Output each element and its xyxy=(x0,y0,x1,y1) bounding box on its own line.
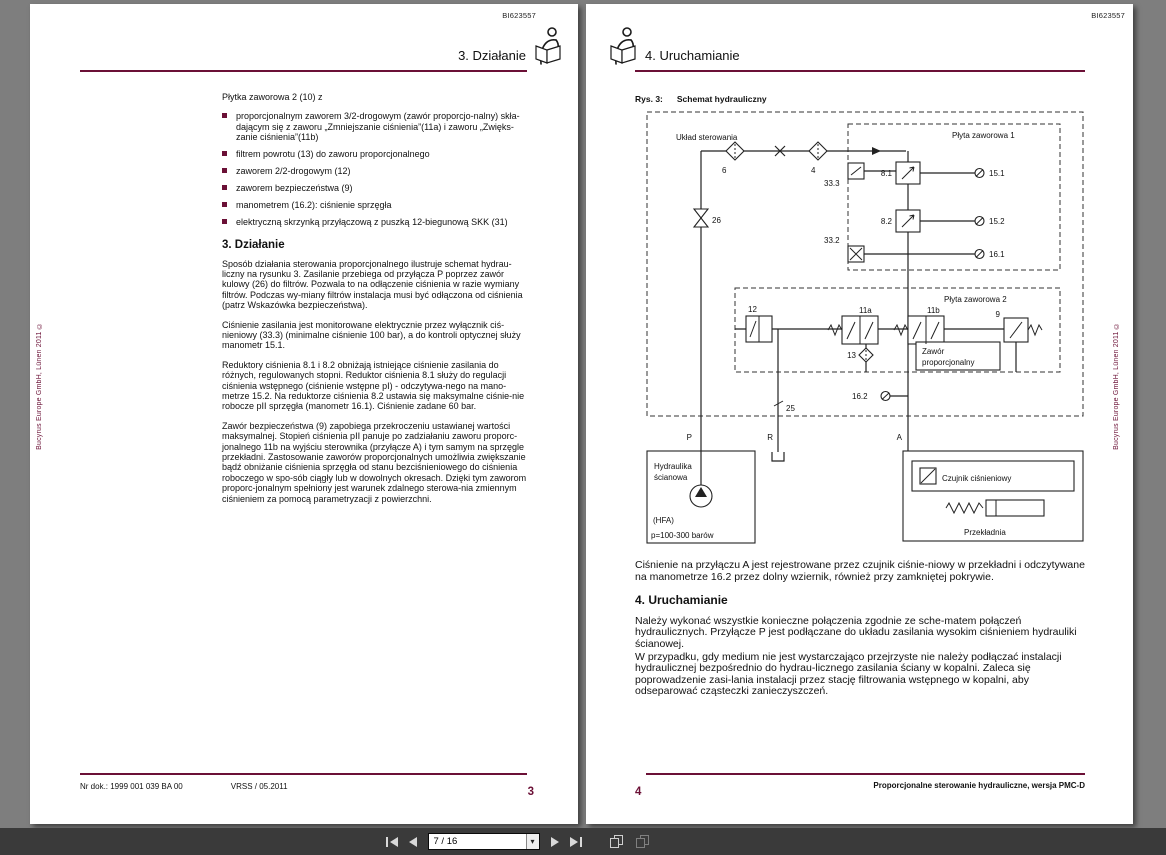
snapshot-pages-button[interactable] xyxy=(610,835,625,849)
bullet-text: zaworem 2/2-drogowym (12) xyxy=(236,166,351,177)
bullet-marker xyxy=(222,185,227,190)
copyright-margin-text: Bucyrus Europe GmbH, Lünen 2011 © xyxy=(1113,322,1120,450)
chapter-title: 3. Działanie xyxy=(458,48,526,63)
prop-valve-label-line2: proporcjonalny xyxy=(922,358,975,367)
copyright-margin-text: Bucyrus Europe GmbH, Lünen 2011 © xyxy=(36,322,43,450)
reader-icon xyxy=(533,26,563,66)
hfa-label-line3: (HFA) xyxy=(653,516,674,525)
sensor-label: Czujnik ciśnieniowy xyxy=(942,474,1012,483)
reader-icon xyxy=(608,26,638,66)
label-15-2: 15.2 xyxy=(989,217,1005,226)
bullet-item xyxy=(222,149,528,159)
section-heading: 4. Uruchamianie xyxy=(635,593,728,608)
label-26: 26 xyxy=(712,216,721,225)
document-page-4 xyxy=(586,4,1133,824)
label-12: 12 xyxy=(748,305,757,314)
prev-triangle-icon xyxy=(409,837,417,847)
page-combo-dropdown-icon[interactable]: ▾ xyxy=(526,834,539,849)
page-number: 4 xyxy=(635,786,642,798)
symbol-details xyxy=(735,144,1042,516)
label-13: 13 xyxy=(847,351,856,360)
bullet-marker xyxy=(222,219,227,224)
hydraulic-schematic xyxy=(646,106,1085,555)
bullet-item xyxy=(222,111,528,142)
control-system-frame xyxy=(647,112,1083,416)
page-number-combo xyxy=(428,833,540,850)
last-page-button[interactable] xyxy=(570,837,582,847)
port-a-label: A xyxy=(896,433,902,442)
bullet-text: proporcjonalnym zaworem 3/2-drogowym (zawór proporcjo-nalny) skła-dającym się z zaworu „Zmniejszanie ciśnienia”(11a) i zaworu „Zwięks-zanie ciśnienia”(11b) xyxy=(236,111,520,143)
doc-version: VRSS / 05.2011 xyxy=(230,782,288,791)
label-6: 6 xyxy=(722,166,727,175)
section-heading: 3. Działanie xyxy=(222,239,285,252)
hfa-label-line1: Hydraulika xyxy=(654,462,692,471)
doc-number: Nr dok.: 1999 001 039 BA 00 xyxy=(80,782,183,791)
first-page-icon xyxy=(386,837,388,847)
bullet-marker xyxy=(222,151,227,156)
port-p-label: P xyxy=(686,433,692,442)
plate1-label: Płyta zaworowa 1 xyxy=(952,131,1015,140)
footer-rule xyxy=(80,773,527,775)
figure-caption-label: Rys. 3: xyxy=(635,94,663,104)
label-16-1: 16.1 xyxy=(989,250,1005,259)
page-body xyxy=(222,92,528,513)
label-15-1: 15.1 xyxy=(989,169,1005,178)
page-body xyxy=(635,560,1091,710)
label-8-2: 8.2 xyxy=(880,217,892,226)
gearbox-label: Przekładnia xyxy=(964,528,1006,537)
control-unit-label: Układ sterowania xyxy=(676,133,738,142)
hfa-label-line2: ścianowa xyxy=(654,473,688,482)
page-number-input[interactable] xyxy=(429,834,526,849)
last-page-icon xyxy=(580,837,582,847)
body-paragraph: Ciśnienie na przyłączu A jest rejestrowane przez czujnik ciśnie-niowy w przekładni i odczytywane na manometrze 16.2 przez dolny wziernik, również przy zamkniętej pokrywie. xyxy=(635,559,1085,583)
clutch-piston-symbol xyxy=(986,500,1044,516)
next-triangle-icon xyxy=(570,837,578,847)
ball-valve-26-symbol xyxy=(694,209,708,218)
body-paragraph: Zawór bezpieczeństwa (9) zapobiega przekroczeniu ustawianej wartości maksymalnej. Stopień ciśnienia pII panuje po zadziałaniu zaworu proporc-jonalnego 11b na wyjściu sterownika (przyłącze A) i tym samym na sprzęgle przekładni. Zastosowanie zaworów proporcjonalnych umożliwia zwiększanie bądź obniżanie ciśnienia sprzęgła od stanu bezciśnieniowego do ciśnienia roboczego w spo-sób ciągły lub w dowolnych okresach. Dzięki tym zaworom proporc-jonalnym spełniony jest warunek zdalnego sterowa-nia zmiennym ciśnieniem za pomocą parametryzacji z powierzchni. xyxy=(222,420,527,504)
bullet-item xyxy=(222,166,528,176)
figure-caption xyxy=(635,94,767,104)
body-paragraph: Reduktory ciśnienia 8.1 i 8.2 obniżają istniejące ciśnienie zasilania do różnych, regulowanych stopni. Reduktor ciśnienia 8.1 służy do regulacji ciśnienia wstępnego (ciśnienie wstępne pI) - odczytywa-nego na mano-metrze 15.2. Na reduktorze ciśnienia 8.2 ustawia się maksymalne ciśnie-nie robocze pII sprzęgła (manometr 16.1). Ciśnienie zadane 60 bar. xyxy=(222,359,525,412)
body-paragraph: Ciśnienie zasilania jest monitorowane elektrycznie przez wyłącznik ciś-nieniowy (33.3) (minimalne ciśnienie 100 bar), a do kontroli optycznej służy manometr 15.1. xyxy=(222,319,521,351)
prop-valve-label-line1: Zawór xyxy=(922,347,945,356)
next-page-button[interactable] xyxy=(551,837,559,847)
chapter-header xyxy=(608,26,740,66)
chapter-title: 4. Uruchamianie xyxy=(645,48,740,63)
bullet-item xyxy=(222,200,528,210)
label-33-3: 33.3 xyxy=(824,179,840,188)
document-page-3 xyxy=(30,4,578,824)
hfa-pressure-label: p=100-300 barów xyxy=(651,531,714,540)
plate2-label: Płyta zaworowa 2 xyxy=(944,295,1007,304)
header-rule xyxy=(80,70,527,72)
next-triangle-icon xyxy=(551,837,559,847)
prev-triangle-icon xyxy=(390,837,398,847)
component-list xyxy=(222,111,528,227)
figure-caption-text: Schemat hydrauliczny xyxy=(676,94,767,104)
bullet-marker xyxy=(222,113,227,118)
copy-pages-button[interactable] xyxy=(636,835,651,849)
bullet-text: filtrem powrotu (13) do zaworu proporcjonalnego xyxy=(236,149,430,160)
footer-rule xyxy=(646,773,1085,775)
doc-code: BI623557 xyxy=(502,11,536,20)
label-11a: 11a xyxy=(859,306,872,315)
chapter-header xyxy=(458,26,563,66)
flow-arrow xyxy=(872,147,881,155)
pages-icon xyxy=(610,838,619,848)
footer-info xyxy=(80,782,288,791)
prev-page-button[interactable] xyxy=(409,837,417,847)
body-paragraph: Sposób działania sterowania proporcjonalnego ilustruje schemat hydrau-liczny na rysunku 3. Zasilanie przebiega od przyłącza P poprzez zawór kulowy (26) do filtrów. Pozwala to na odłączenie ciśnienia w razie wymiany filtrów. Podczas wy-miany filtrów instalacja musi być odłączona od ciśnienia (patrz Wskazówka bezpieczeństwa). xyxy=(222,258,523,311)
port-r-label: R xyxy=(767,433,773,442)
label-11b: 11b xyxy=(927,306,940,315)
bullet-text: elektryczną skrzynką przyłączową z puszką 12-biegunową SKK (31) xyxy=(236,216,508,227)
body-paragraph: W przypadku, gdy medium nie jest wystarczająco przejrzyste nie należy podłączać instalacji hydraulicznej bezpośrednio do hydrau-licznego zasilania ściany w kopalni. Zaleca się poprowadzenie zasi-lania instalacji przez stację filtrowania wstępnego w kopalni, aby odseparować cząsteczki zanieczyszczeń. xyxy=(635,650,1062,698)
first-page-button[interactable] xyxy=(386,837,398,847)
pages-icon xyxy=(636,838,645,848)
label-8-1: 8.1 xyxy=(880,169,892,178)
label-25: 25 xyxy=(786,404,795,413)
label-16-2: 16.2 xyxy=(852,392,868,401)
bullet-text: zaworem bezpieczeństwa (9) xyxy=(236,182,353,193)
header-rule xyxy=(635,70,1085,72)
valve-plate-1-frame xyxy=(848,124,1060,270)
bullet-marker xyxy=(222,168,227,173)
bullet-marker xyxy=(222,202,227,207)
footer-doc-title: Proporcjonalne sterowanie hydrauliczne, wersja PMC-D xyxy=(873,781,1085,790)
page-number: 3 xyxy=(527,786,534,798)
bullet-item xyxy=(222,183,528,193)
doc-code: BI623557 xyxy=(1091,11,1125,20)
bullet-item xyxy=(222,217,528,227)
body-paragraph: Należy wykonać wszystkie konieczne połączenia zgodnie ze sche-matem połączeń hydraulicznych. Przyłącze P jest podłączane do układu zasilania wysokim ciśnieniem hydrauliki ścianowej. xyxy=(635,614,1077,650)
toolbar-nav-group xyxy=(386,833,651,850)
diagram-labels xyxy=(651,131,1015,540)
label-33-2: 33.2 xyxy=(824,236,840,245)
viewer-toolbar xyxy=(0,828,1166,855)
label-9: 9 xyxy=(995,310,1000,319)
label-4: 4 xyxy=(811,166,816,175)
intro-line: Płytka zaworowa 2 (10) z xyxy=(222,92,323,102)
bullet-text: manometrem (16.2): ciśnienie sprzęgła xyxy=(236,199,392,210)
